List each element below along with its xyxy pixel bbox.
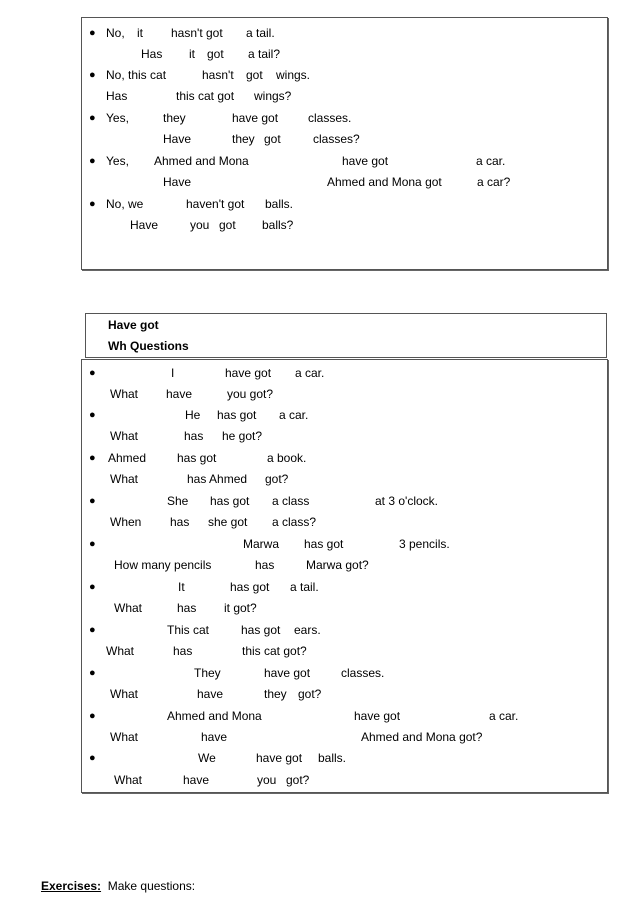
bullet-icon: ●: [89, 155, 96, 167]
sentence-word: they: [163, 111, 186, 125]
sentence-word: Yes,: [106, 111, 129, 125]
sentence-word: classes.: [308, 111, 352, 125]
sentence-word: No,: [106, 26, 125, 40]
sentence-word: you got?: [227, 387, 274, 401]
bullet-icon: ●: [89, 367, 96, 379]
sentence-word: have: [201, 730, 228, 744]
sentence-word: has got: [304, 537, 344, 551]
sentence-word: has got: [230, 580, 270, 594]
bullet-icon: ●: [89, 495, 96, 507]
sentence-word: 3 pencils.: [399, 537, 450, 551]
sentence-word: has got: [177, 451, 217, 465]
sentence-word: got?: [298, 687, 322, 701]
sentence-word: a class?: [272, 515, 317, 529]
bullet-icon: ●: [89, 198, 96, 210]
sentence-word: have got: [232, 111, 279, 125]
sentence-word: I: [171, 366, 175, 380]
sentence-word: a book.: [267, 451, 307, 465]
sentence-word: has: [177, 601, 197, 615]
sentence-word: it: [189, 47, 195, 61]
sentence-word: got: [246, 68, 263, 82]
sentence-word: has: [255, 558, 275, 572]
sentence-word: hasn't got: [171, 26, 223, 40]
sentence-word: Ahmed and Mona: [154, 154, 249, 168]
sentence-word: Marwa: [243, 537, 280, 551]
sentence-word: a tail.: [290, 580, 319, 594]
sentence-word: this cat got: [176, 89, 235, 103]
sentence-word: He: [185, 408, 201, 422]
sentence-word: Have: [130, 218, 159, 232]
sentence-word: a car.: [279, 408, 309, 422]
sentence-word: have got: [354, 709, 401, 723]
sentence-word: this cat got?: [242, 644, 307, 658]
sentence-word: a car.: [476, 154, 506, 168]
sentence-word: What: [110, 687, 139, 701]
sentence-word: a class: [272, 494, 310, 508]
sentence-word: have: [166, 387, 193, 401]
sentence-word: wings.: [276, 68, 311, 82]
sentence-word: got: [264, 132, 281, 146]
sentence-word: they: [232, 132, 255, 146]
sentence-word: We: [198, 751, 216, 765]
sentence-word: hasn't: [202, 68, 234, 82]
sentence-word: it got?: [224, 601, 257, 615]
section-title: Have got: [108, 318, 159, 332]
sentence-word: they: [264, 687, 287, 701]
bullet-icon: ●: [89, 112, 96, 124]
bullet-icon: ●: [89, 69, 96, 81]
sentence-word: have got: [225, 366, 272, 380]
sentence-word: have got: [264, 666, 311, 680]
sentence-word: at 3 o'clock.: [375, 494, 438, 508]
section-subtitle: Wh Questions: [108, 339, 189, 353]
sentence-word: Yes,: [106, 154, 129, 168]
sentence-word: has got: [210, 494, 250, 508]
sentence-word: They: [194, 666, 221, 680]
sentence-word: a tail.: [246, 26, 275, 40]
sentence-word: balls.: [265, 197, 294, 211]
sentence-word: she got: [208, 515, 248, 529]
sentence-word: a car?: [477, 175, 511, 189]
sentence-word: Ahmed: [108, 451, 147, 465]
sentence-word: It: [178, 580, 185, 594]
bullet-icon: ●: [89, 452, 96, 464]
sentence-word: got?: [265, 472, 289, 486]
sentence-word: it: [137, 26, 143, 40]
sentence-word: has Ahmed: [187, 472, 248, 486]
sentence-word: This cat: [167, 623, 210, 637]
sentence-word: you: [257, 773, 277, 787]
sentence-word: a tail?: [248, 47, 281, 61]
sentence-word: has: [173, 644, 193, 658]
sentence-word: What: [110, 730, 139, 744]
sentence-word: classes.: [341, 666, 385, 680]
sentence-word: What: [110, 387, 139, 401]
sentence-word: a car.: [295, 366, 325, 380]
sentence-word: ears.: [294, 623, 321, 637]
bullet-icon: ●: [89, 667, 96, 679]
sentence-word: he got?: [222, 429, 263, 443]
sentence-word: has: [170, 515, 190, 529]
sentence-word: Ahmed and Mona got: [327, 175, 442, 189]
sentence-word: What: [110, 472, 139, 486]
wh-questions-box: [81, 359, 608, 793]
bullet-icon: ●: [89, 409, 96, 421]
sentence-word: wings?: [254, 89, 292, 103]
exercises-label: Exercises:: [41, 879, 102, 893]
bullet-icon: ●: [89, 538, 96, 550]
sentence-word: Ahmed and Mona: [167, 709, 262, 723]
sentence-word: a car.: [489, 709, 519, 723]
sentence-word: Have: [163, 132, 192, 146]
sentence-word: got: [219, 218, 236, 232]
sentence-word: How many pencils: [114, 558, 212, 572]
bullet-icon: ●: [89, 710, 96, 722]
sentence-word: have: [183, 773, 210, 787]
bullet-icon: ●: [89, 581, 96, 593]
bullet-icon: ●: [89, 624, 96, 636]
sentence-word: haven't got: [186, 197, 245, 211]
sentence-word: has got: [241, 623, 281, 637]
sentence-word: have got: [342, 154, 389, 168]
sentence-word: has: [184, 429, 204, 443]
sentence-word: balls?: [262, 218, 294, 232]
sentence-word: No, we: [106, 197, 144, 211]
sentence-word: What: [114, 773, 143, 787]
sentence-word: Marwa got?: [306, 558, 369, 572]
sentence-word: Ahmed and Mona got?: [361, 730, 483, 744]
sentence-word: Has: [141, 47, 163, 61]
sentence-word: has got: [217, 408, 257, 422]
sentence-word: have got: [256, 751, 303, 765]
sentence-word: Has: [106, 89, 128, 103]
bullet-icon: ●: [89, 752, 96, 764]
exercises-line: [41, 879, 195, 893]
sentence-word: got?: [286, 773, 310, 787]
bullet-icon: ●: [89, 27, 96, 39]
sentence-word: have: [197, 687, 224, 701]
sentence-word: What: [110, 429, 139, 443]
sentence-word: When: [110, 515, 142, 529]
sentence-word: She: [167, 494, 189, 508]
sentence-word: balls.: [318, 751, 347, 765]
sentence-word: No, this cat: [106, 68, 167, 82]
sentence-word: What: [114, 601, 143, 615]
sentence-word: got: [207, 47, 224, 61]
sentence-word: What: [106, 644, 135, 658]
sentence-word: classes?: [313, 132, 360, 146]
sentence-word: you: [190, 218, 210, 232]
sentence-word: Have: [163, 175, 192, 189]
exercises-instruction: Make questions:: [107, 879, 196, 893]
